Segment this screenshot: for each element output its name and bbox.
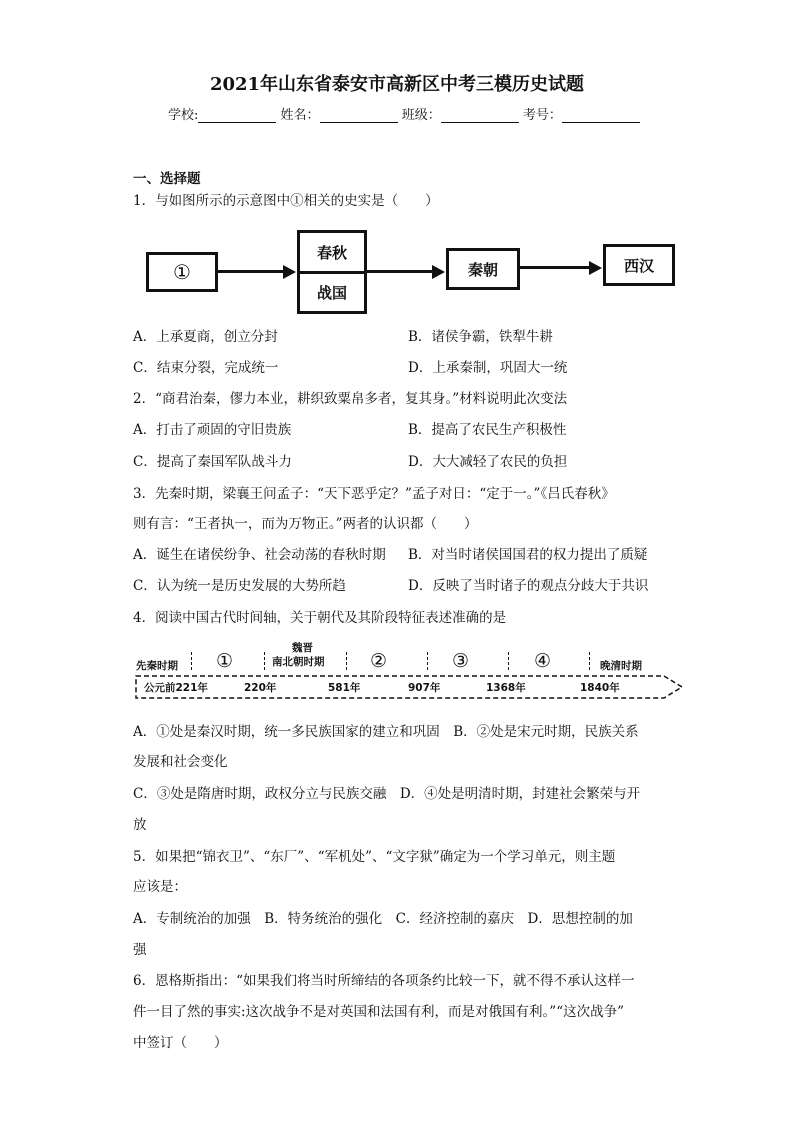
timeline-label-pre-qin: 先秦时期 [136, 660, 178, 672]
q5-options-line-2: 强 [133, 942, 147, 958]
exam-number-label: 考号： [522, 108, 562, 123]
q1-diagram [140, 228, 680, 316]
timeline-marker-4: ④ [534, 650, 552, 672]
q6-stem-line-1: 6．恩格斯指出：“如果我们将当时所缔结的各项条约比较一下，就不得不承认这样一 [133, 973, 635, 989]
q6-stem-line-2: 件一目了然的事实:这次战争不是对英国和法国有利，而是对俄国有利。”“这次战争” [133, 1004, 625, 1020]
diagram-box-xihan: 西汉 [603, 244, 675, 286]
timeline-marker-3: ③ [452, 650, 470, 672]
q2-stem: 2．“商君治秦，僇力本业，耕织致粟帛多者，复其身。”材料说明此次变法 [133, 391, 568, 407]
q1-stem: 1．与如图所示的示意图中①相关的史实是（ ） [133, 193, 439, 209]
diagram-arrowhead-1 [283, 265, 296, 279]
q5-stem-line-2: 应该是： [133, 879, 187, 895]
diagram-arrowhead-2 [432, 265, 445, 279]
diagram-arrowhead-3 [589, 261, 602, 275]
exam-title: 2021年山东省泰安市高新区中考三模历史试题 [209, 74, 585, 95]
exam-number-blank [562, 108, 640, 123]
diagram-box-chunqiu: 春秋 [297, 230, 367, 274]
class-blank [441, 108, 519, 123]
q1-option-d: D．上承秦制，巩固大一统 [408, 360, 568, 376]
timeline-separator [191, 652, 192, 670]
timeline-separator [427, 652, 428, 670]
timeline-label-weijin: 魏晋 [292, 642, 313, 654]
diagram-arrow-2 [367, 270, 433, 273]
q2-option-c: C．提高了秦国军队战斗力 [133, 454, 292, 470]
q1-option-c: C．结束分裂，完成统一 [133, 360, 279, 376]
section-title: 一、选择题 [133, 171, 201, 187]
q4-options-line-4: 放 [133, 817, 147, 833]
timeline-label-late-qing: 晚清时期 [600, 660, 642, 672]
timeline-year-581: 581年 [328, 682, 361, 694]
q3-stem-line-2: 则有言：“王者执一，而为万物正。”两者的认识都（ ） [133, 516, 478, 532]
student-info-row [168, 104, 640, 123]
q4-timeline [134, 638, 686, 704]
timeline-year-221bc: 公元前221年 [144, 682, 208, 694]
timeline-separator [264, 652, 265, 670]
q3-stem-line-1: 3．先秦时期，梁襄王问孟子：“天下恶乎定？”孟子对日：“定于一。”《吕氏春秋》 [133, 486, 615, 502]
q4-options-line-2: 发展和社会变化 [133, 754, 228, 770]
q4-options-line-3: C．③处是隋唐时期，政权分立与民族交融 D．④处是明清时期，封建社会繁荣与开 [133, 786, 641, 802]
diagram-box-circle-1: ① [146, 252, 218, 292]
timeline-year-220: 220年 [244, 682, 277, 694]
name-label: 姓名： [280, 108, 320, 123]
q3-option-a: A．诞生在诸侯纷争、社会动荡的春秋时期 [133, 547, 386, 563]
q5-options-line-1: A．专制统治的加强 B．特务统治的强化 C．经济控制的嘉庆 D．思想控制的加 [133, 911, 633, 927]
timeline-label-nanbeichao: 南北朝时期 [272, 656, 325, 668]
timeline-marker-1: ① [216, 650, 234, 672]
class-label: 班级： [401, 108, 441, 123]
diagram-box-zhanguo: 战国 [297, 271, 367, 314]
school-label: 学校: [168, 108, 199, 123]
timeline-year-907: 907年 [408, 682, 441, 694]
q6-stem-line-3: 中签订（ ） [133, 1035, 228, 1051]
timeline-separator [346, 652, 347, 670]
timeline-year-1368: 1368年 [486, 682, 526, 694]
q5-stem-line-1: 5．如果把“锦衣卫”、“东厂”、“军机处”、“文字狱”确定为一个学习单元，则主题 [133, 849, 616, 865]
diagram-box-qin: 秦朝 [446, 248, 520, 290]
timeline-separator [508, 652, 509, 670]
q2-option-a: A．打击了顽固的守旧贵族 [133, 422, 292, 438]
diagram-arrow-1 [218, 270, 284, 273]
q4-stem: 4．阅读中国古代时间轴，关于朝代及其阶段特征表述准确的是 [133, 610, 507, 626]
q1-option-b: B．诸侯争霸，铁犁牛耕 [408, 329, 553, 345]
q1-option-a: A．上承夏商，创立分封 [133, 329, 278, 345]
q2-option-d: D．大大减轻了农民的负担 [408, 454, 568, 470]
timeline-year-1840: 1840年 [580, 682, 620, 694]
diagram-arrow-3 [520, 266, 590, 269]
timeline-marker-2: ② [370, 650, 388, 672]
timeline-separator [589, 652, 590, 670]
q3-option-d: D．反映了当时诸子的观点分歧大于共识 [408, 578, 649, 594]
name-blank [320, 108, 398, 123]
q3-option-b: B．对当时诸侯国国君的权力提出了质疑 [408, 547, 648, 563]
q2-option-b: B．提高了农民生产积极性 [408, 422, 567, 438]
school-blank [198, 108, 276, 123]
q3-option-c: C．认为统一是历史发展的大势所趋 [133, 578, 346, 594]
q4-options-line-1: A．①处是秦汉时期，统一多民族国家的建立和巩固 B．②处是宋元时期，民族关系 [133, 724, 639, 740]
